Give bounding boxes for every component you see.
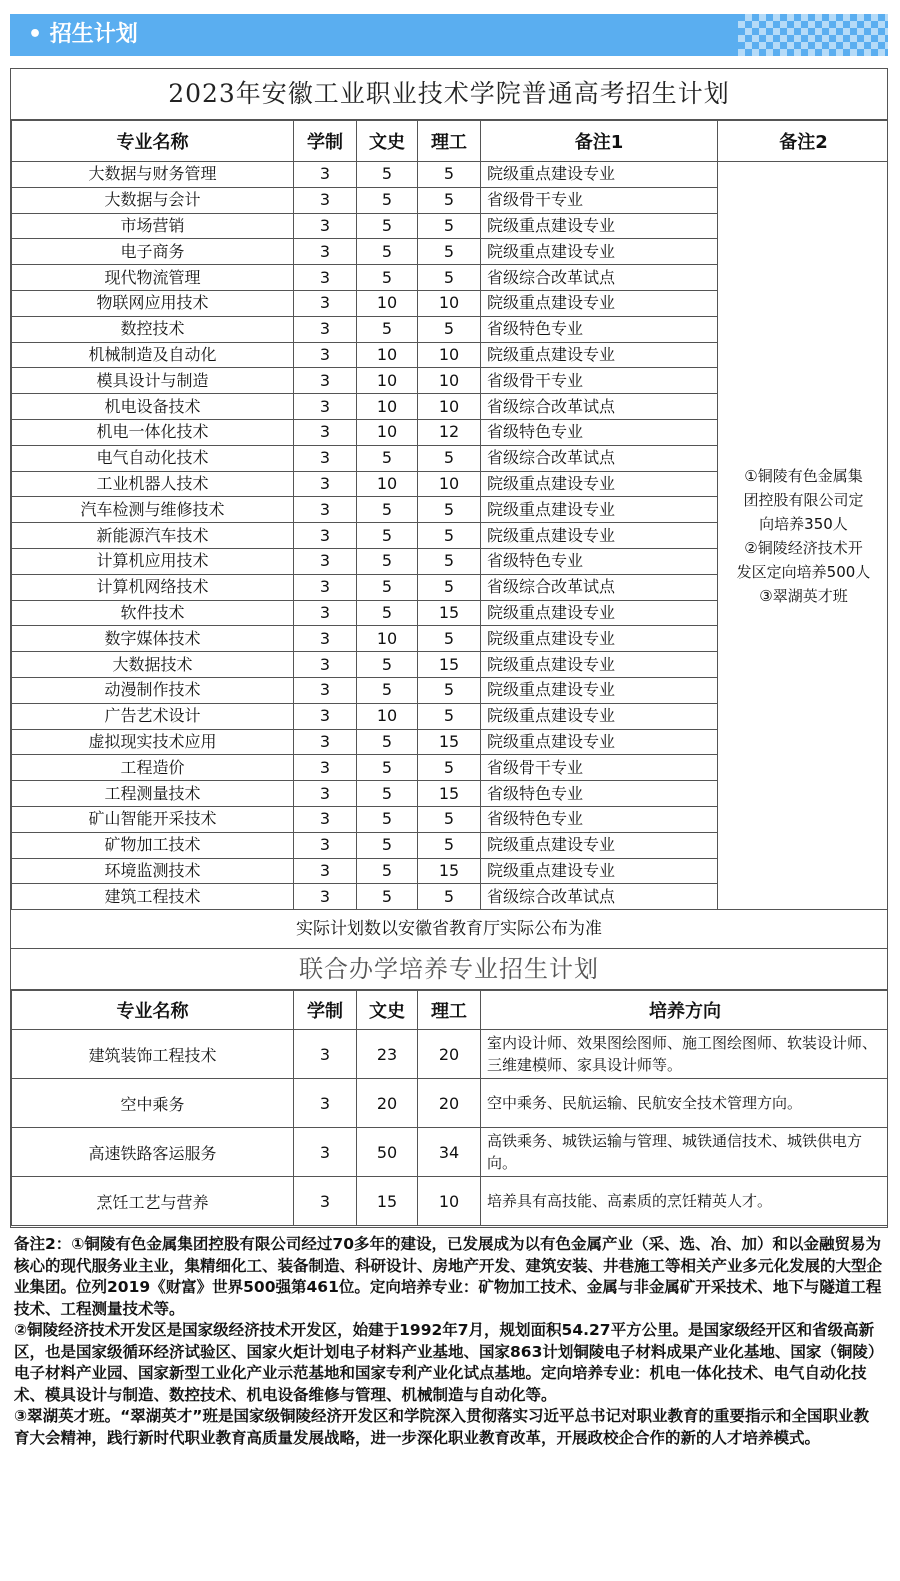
note1-value: 院级重点建设专业 — [481, 162, 718, 188]
joint-table — [11, 990, 888, 1226]
major-name: 广告艺术设计 — [12, 703, 294, 729]
wenshi-value: 5 — [357, 677, 418, 703]
ligong-value: 5 — [418, 265, 481, 291]
wenshi-value: 10 — [357, 626, 418, 652]
years-value: 3 — [294, 471, 357, 497]
note1-value: 院级重点建设专业 — [481, 626, 718, 652]
col-header-wenshi: 文史 — [357, 121, 418, 162]
years-value: 3 — [294, 290, 357, 316]
wenshi-value: 20 — [357, 1079, 418, 1128]
wenshi-value: 5 — [357, 523, 418, 549]
ligong-value: 5 — [418, 445, 481, 471]
wenshi-value: 10 — [357, 290, 418, 316]
note1-value: 省级骨干专业 — [481, 187, 718, 213]
wenshi-value: 5 — [357, 755, 418, 781]
plan-title: 2023年安徽工业职业技术学院普通高考招生计划 — [11, 69, 887, 120]
years-value: 3 — [294, 858, 357, 884]
wenshi-value: 5 — [357, 806, 418, 832]
years-value: 3 — [294, 239, 357, 265]
ligong-value: 10 — [418, 290, 481, 316]
years-value: 3 — [294, 548, 357, 574]
ligong-value: 10 — [418, 368, 481, 394]
major-name: 工业机器人技术 — [12, 471, 294, 497]
wenshi-value: 5 — [357, 652, 418, 678]
major-name: 物联网应用技术 — [12, 290, 294, 316]
wenshi-value: 5 — [357, 445, 418, 471]
note1-value: 省级综合改革试点 — [481, 884, 718, 910]
note2-line: ③翠湖英才班 — [759, 586, 848, 605]
col-header-years: 学制 — [294, 991, 357, 1030]
note1-value: 院级重点建设专业 — [481, 677, 718, 703]
wenshi-value: 5 — [357, 858, 418, 884]
note1-value: 院级重点建设专业 — [481, 523, 718, 549]
years-value: 3 — [294, 626, 357, 652]
wenshi-value: 5 — [357, 187, 418, 213]
ligong-value: 10 — [418, 1177, 481, 1226]
ligong-value: 5 — [418, 213, 481, 239]
major-name: 数字媒体技术 — [12, 626, 294, 652]
actual-plan-note: 实际计划数以安徽省教育厅实际公布为准 — [11, 910, 887, 949]
ligong-value: 5 — [418, 806, 481, 832]
years-value: 3 — [294, 419, 357, 445]
ligong-value: 5 — [418, 677, 481, 703]
footnote-1: 备注2：①铜陵有色金属集团控股有限公司经过70多年的建设，已发展成为以有色金属产业（采、选、冶、加）和以金融贸易为核心的现代服务业主业，集精细化工、装备制造、科研设计、房地产开发、建筑安装、井巷施工等相关产业多元化发展的大型企业集团。位列2019《财富》世界500强第461位。定向培养专业：矿物加工技术、金属与非金属矿开采技术、地下与隧道工程技术、工程测量技术等。 — [14, 1235, 883, 1318]
years-value: 3 — [294, 523, 357, 549]
major-name: 汽车检测与维修技术 — [12, 497, 294, 523]
direction-value: 室内设计师、效果图绘图师、施工图绘图师、软装设计师、三维建模师、家具设计师等。 — [481, 1030, 889, 1079]
ligong-value: 5 — [418, 884, 481, 910]
years-value: 3 — [294, 162, 357, 188]
direction-value: 空中乘务、民航运输、民航安全技术管理方向。 — [481, 1079, 889, 1128]
note1-value: 省级特色专业 — [481, 548, 718, 574]
ligong-value: 15 — [418, 652, 481, 678]
ligong-value: 15 — [418, 858, 481, 884]
note1-value: 院级重点建设专业 — [481, 342, 718, 368]
major-name: 机械制造及自动化 — [12, 342, 294, 368]
years-value: 3 — [294, 445, 357, 471]
note1-value: 院级重点建设专业 — [481, 858, 718, 884]
note1-value: 省级特色专业 — [481, 781, 718, 807]
wenshi-value: 5 — [357, 832, 418, 858]
major-name: 烹饪工艺与营养 — [12, 1177, 294, 1226]
major-name: 建筑装饰工程技术 — [12, 1030, 294, 1079]
wenshi-value: 5 — [357, 884, 418, 910]
years-value: 3 — [294, 316, 357, 342]
wenshi-value: 15 — [357, 1177, 418, 1226]
ligong-value: 20 — [418, 1079, 481, 1128]
major-name: 电子商务 — [12, 239, 294, 265]
major-name: 工程造价 — [12, 755, 294, 781]
years-value: 3 — [294, 342, 357, 368]
col-header-note1: 备注1 — [481, 121, 718, 162]
col-header-years: 学制 — [294, 121, 357, 162]
note1-value: 省级特色专业 — [481, 419, 718, 445]
major-name: 新能源汽车技术 — [12, 523, 294, 549]
major-name: 空中乘务 — [12, 1079, 294, 1128]
wenshi-value: 5 — [357, 600, 418, 626]
major-name: 建筑工程技术 — [12, 884, 294, 910]
major-name: 高速铁路客运服务 — [12, 1128, 294, 1177]
years-value: 3 — [294, 652, 357, 678]
major-name: 现代物流管理 — [12, 265, 294, 291]
major-name: 数控技术 — [12, 316, 294, 342]
wenshi-value: 5 — [357, 497, 418, 523]
ligong-value: 5 — [418, 548, 481, 574]
major-name: 模具设计与制造 — [12, 368, 294, 394]
footnote-3: ③翠湖英才班。“翠湖英才”班是国家级铜陵经济开发区和学院深入贯彻落实习近平总书记对职业教育的重要指示和全国职业教育大会精神，践行新时代职业教育高质量发展战略，进一步深化职业教育改革，开展政校企合作的新的人才培养模式。 — [14, 1407, 870, 1447]
years-value: 3 — [294, 600, 357, 626]
years-value: 3 — [294, 703, 357, 729]
ligong-value: 5 — [418, 239, 481, 265]
direction-value: 培养具有高技能、高素质的烹饪精英人才。 — [481, 1177, 889, 1226]
footnote-2: ②铜陵经济技术开发区是国家级经济技术开发区，始建于1992年7月，规划面积54.27平方公里。是国家级经开区和省级高新区，也是国家级循环经济试验区、国家火炬计划电子材料产业基地、国家863计划铜陵电子材料成果产业化基地、国家（铜陵）电子材料产业园、国家新型工业化产业示范基地和国家专利产业化试点基地。定向培养专业：机电一体化技术、电气自动化技术、模具设计与制造、数控技术、机电设备维修与管理、机械制造与自动化等。 — [14, 1321, 876, 1404]
note1-value: 院级重点建设专业 — [481, 652, 718, 678]
plan-table — [11, 120, 888, 910]
note1-value: 省级特色专业 — [481, 806, 718, 832]
years-value: 3 — [294, 677, 357, 703]
wenshi-value: 5 — [357, 316, 418, 342]
major-name: 计算机应用技术 — [12, 548, 294, 574]
major-name: 工程测量技术 — [12, 781, 294, 807]
note1-value: 院级重点建设专业 — [481, 471, 718, 497]
years-value: 3 — [294, 781, 357, 807]
major-name: 矿山智能开采技术 — [12, 806, 294, 832]
joint-table-header — [12, 991, 889, 1030]
note2-cell — [718, 162, 889, 910]
col-header-major: 专业名称 — [12, 991, 294, 1030]
wenshi-value: 5 — [357, 239, 418, 265]
ligong-value: 5 — [418, 574, 481, 600]
years-value: 3 — [294, 832, 357, 858]
ligong-value: 5 — [418, 755, 481, 781]
wenshi-value: 5 — [357, 574, 418, 600]
ligong-value: 34 — [418, 1128, 481, 1177]
wenshi-value: 50 — [357, 1128, 418, 1177]
ligong-value: 20 — [418, 1030, 481, 1079]
note2-line: ②铜陵经济技术开 — [744, 538, 863, 557]
wenshi-value: 5 — [357, 265, 418, 291]
years-value: 3 — [294, 265, 357, 291]
note1-value: 院级重点建设专业 — [481, 600, 718, 626]
years-value: 3 — [294, 187, 357, 213]
wenshi-value: 10 — [357, 368, 418, 394]
ligong-value: 5 — [418, 832, 481, 858]
major-name: 虚拟现实技术应用 — [12, 729, 294, 755]
major-name: 软件技术 — [12, 600, 294, 626]
ligong-value: 5 — [418, 187, 481, 213]
plan-table-header — [12, 121, 889, 162]
major-name: 机电一体化技术 — [12, 419, 294, 445]
major-name: 动漫制作技术 — [12, 677, 294, 703]
ligong-value: 12 — [418, 419, 481, 445]
note1-value: 省级骨干专业 — [481, 368, 718, 394]
table-row — [12, 1079, 889, 1128]
joint-plan-title: 联合办学培养专业招生计划 — [11, 949, 887, 990]
wenshi-value: 10 — [357, 471, 418, 497]
ligong-value: 15 — [418, 600, 481, 626]
note1-value: 院级重点建设专业 — [481, 497, 718, 523]
ligong-value: 5 — [418, 316, 481, 342]
major-name: 计算机网络技术 — [12, 574, 294, 600]
note1-value: 院级重点建设专业 — [481, 832, 718, 858]
note1-value: 院级重点建设专业 — [481, 729, 718, 755]
ligong-value: 10 — [418, 342, 481, 368]
wenshi-value: 5 — [357, 548, 418, 574]
col-header-major: 专业名称 — [12, 121, 294, 162]
years-value: 3 — [294, 806, 357, 832]
years-value: 3 — [294, 1128, 357, 1177]
wenshi-value: 10 — [357, 419, 418, 445]
table-row — [12, 162, 889, 188]
years-value: 3 — [294, 1079, 357, 1128]
ligong-value: 5 — [418, 626, 481, 652]
years-value: 3 — [294, 497, 357, 523]
col-header-ligong: 理工 — [418, 121, 481, 162]
years-value: 3 — [294, 368, 357, 394]
years-value: 3 — [294, 394, 357, 420]
note1-value: 省级综合改革试点 — [481, 574, 718, 600]
note1-value: 省级综合改革试点 — [481, 394, 718, 420]
col-header-direction: 培养方向 — [481, 991, 889, 1030]
note1-value: 院级重点建设专业 — [481, 239, 718, 265]
ligong-value: 10 — [418, 471, 481, 497]
wenshi-value: 10 — [357, 342, 418, 368]
years-value: 3 — [294, 1030, 357, 1079]
note2-line: 发区定向培养500人 — [736, 562, 871, 581]
note1-value: 院级重点建设专业 — [481, 213, 718, 239]
years-value: 3 — [294, 884, 357, 910]
section-header — [10, 14, 888, 56]
ligong-value: 5 — [418, 703, 481, 729]
ligong-value: 15 — [418, 729, 481, 755]
major-name: 矿物加工技术 — [12, 832, 294, 858]
note2-line: 团控股有限公司定 — [743, 490, 864, 509]
wenshi-value: 10 — [357, 394, 418, 420]
col-header-note2: 备注2 — [718, 121, 889, 162]
note1-value: 省级综合改革试点 — [481, 445, 718, 471]
ligong-value: 5 — [418, 497, 481, 523]
table-row — [12, 1030, 889, 1079]
table-row — [12, 1177, 889, 1226]
note1-value: 省级综合改革试点 — [481, 265, 718, 291]
direction-value: 高铁乘务、城铁运输与管理、城铁通信技术、城铁供电方向。 — [481, 1128, 889, 1177]
wenshi-value: 5 — [357, 729, 418, 755]
years-value: 3 — [294, 729, 357, 755]
note1-value: 院级重点建设专业 — [481, 703, 718, 729]
wenshi-value: 5 — [357, 162, 418, 188]
years-value: 3 — [294, 574, 357, 600]
major-name: 机电设备技术 — [12, 394, 294, 420]
wenshi-value: 23 — [357, 1030, 418, 1079]
note2-line: ①铜陵有色金属集 — [744, 466, 863, 485]
major-name: 环境监测技术 — [12, 858, 294, 884]
enrollment-plan-sheet — [10, 68, 888, 1228]
major-name: 大数据与财务管理 — [12, 162, 294, 188]
major-name: 市场营销 — [12, 213, 294, 239]
years-value: 3 — [294, 755, 357, 781]
note1-value: 院级重点建设专业 — [481, 290, 718, 316]
years-value: 3 — [294, 1177, 357, 1226]
major-name: 大数据与会计 — [12, 187, 294, 213]
section-title: • 招生计划 — [28, 22, 138, 47]
ligong-value: 5 — [418, 523, 481, 549]
footnotes — [14, 1234, 882, 1449]
ligong-value: 15 — [418, 781, 481, 807]
ligong-value: 5 — [418, 162, 481, 188]
note1-value: 省级骨干专业 — [481, 755, 718, 781]
col-header-wenshi: 文史 — [357, 991, 418, 1030]
major-name: 大数据技术 — [12, 652, 294, 678]
wenshi-value: 5 — [357, 781, 418, 807]
years-value: 3 — [294, 213, 357, 239]
wenshi-value: 5 — [357, 213, 418, 239]
major-name: 电气自动化技术 — [12, 445, 294, 471]
wenshi-value: 10 — [357, 703, 418, 729]
note2-line: 向培养350人 — [759, 514, 848, 533]
ligong-value: 10 — [418, 394, 481, 420]
table-row — [12, 1128, 889, 1177]
col-header-ligong: 理工 — [418, 991, 481, 1030]
note1-value: 省级特色专业 — [481, 316, 718, 342]
header-pattern-decoration — [738, 14, 888, 56]
